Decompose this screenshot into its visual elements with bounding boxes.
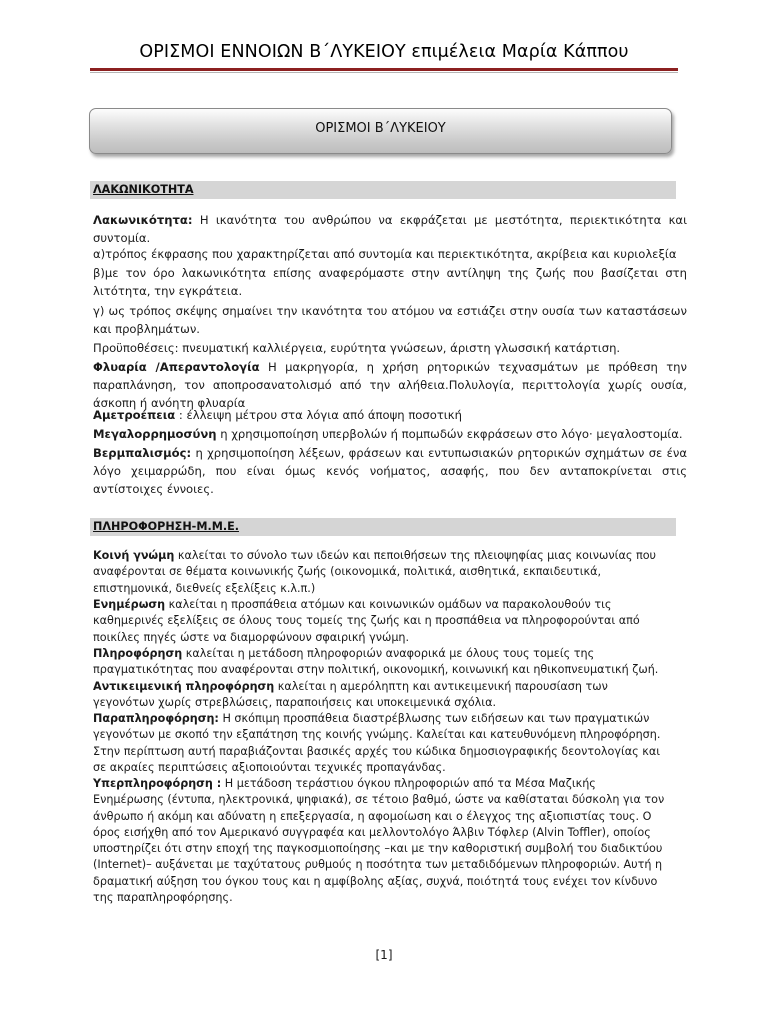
term: Μεγαλορρημοσύνη [93,427,217,441]
paragraph [93,264,687,300]
paragraph [93,548,667,597]
section-heading-pliroforisi [90,518,676,536]
paragraph [93,646,667,679]
section-heading-text: ΛΑΚΩΝΙΚΟΤΗΤΑ [93,183,194,196]
definition: Η ικανότητα του ανθρώπου να εκφράζεται με μεστότητα, περιεκτικότητα και συντομία. [93,213,687,245]
paragraph [93,211,687,247]
term: Πληροφόρηση [93,647,183,660]
definition: : έλλειψη μέτρου στα λόγια από άποψη ποσοτική [175,408,462,422]
term: Λακωνικότητα: [93,213,193,227]
paragraph [93,406,687,424]
definition: γ) ως τρόπος σκέψης σημαίνει την ικανότητα του ατόμου να εστιάζει στην ουσία των καταστάσεων και προβλημάτων. [93,304,687,336]
paragraph [93,245,687,263]
definition: καλείται η αμερόληπτη και αντικειμενική παρουσίαση των γεγονότων χωρίς στρεβλώσεις, παραποιήσεις και υποκειμενικά σχόλια. [93,680,608,710]
paragraph [93,711,667,776]
definition: Προϋποθέσεις: πνευματική καλλιέργεια, ευρύτητα γνώσεων, άριστη γλωσσική κατάρτιση. [93,341,621,355]
term: Υπερπληροφόρηση : [93,777,222,790]
term: Φλυαρία /Απεραντολογία [93,360,260,374]
banner-title: ΟΡΙΣΜΟΙ Β΄ΛΥΚΕΙΟΥ [315,121,446,136]
definition: Η σκόπιμη προσπάθεια διαστρέβλωσης των ειδήσεων και των πραγματικών γεγονότων με σκοπό την εξαπάτηση της κοινής γνώμης. Καλείται και κατευθυνόμενη πληροφόρηση. Στην περίπτωση αυτή παραβιάζονται βασικές αρχές του κώδικα δημοσιογραφικής δεοντολογίας και σε ακραίες περιπτώσεις αξιοποιούνται τεχνικές προπαγάνδας. [93,712,661,774]
page-number: [1] [375,948,393,962]
section-heading-lakonikotita [90,181,676,199]
term: Παραπληροφόρηση: [93,712,219,725]
paragraph [93,339,687,357]
paragraph [93,358,687,412]
running-title: ΟΡΙΣΜΟΙ ΕΝΝΟΙΩΝ Β΄ΛΥΚΕΙΟΥ επιμέλεια Μαρία Κάππου [139,42,629,62]
section-heading-text: ΠΛΗΡΟΦΟΡΗΣΗ-Μ.Μ.Ε. [93,520,239,533]
definition: Η μετάδοση τεράστιου όγκου πληροφοριών από τα Μέσα Μαζικής Ενημέρωσης (έντυπα, ηλεκτρονικά, ψηφιακά), σε τέτοιο βαθμό, ώστε να καθίσταται δύσκολη για τον άνθρωπο ή ακόμη και αδύνατη η επεξεργασία, η αφομοίωση και ο έλεγχος της αξιοπιστίας τους. Ο όρος εισήχθη από τον Αμερικανό συγγραφέα και μελλοντολόγο Άλβιν Τόφλερ (Alvin Toffler), οποίος υποστηρίζει ότι στην εποχή της παγκοσμιοποίησης –και με την καθοριστική συμβολή του διαδικτύου (Internet)– αυξάνεται με ταχύτατους ρυθμούς η ποσότητα των μεταδιδόμενων πληροφοριών. Αυτή η δραματική αύξηση του όγκου τους και η αμφίβολης αξίας, συχνά, ποιότητά τους ενέχει τον κίνδυνο της παραπληροφόρησης. [93,777,665,905]
paragraph [93,597,667,646]
definition: καλείται το σύνολο των ιδεών και πεποιθήσεων της πλειοψηφίας μιας κοινωνίας που αναφέρονται σε θέματα κοινωνικής ζωής (οικονομικά, πολιτικά, αισθητικά, εκπαιδευτικά, επιστημονικά, διεθνείς εξελίξεις κ.λ.π.) [93,549,657,595]
header-rule-shadow [90,72,678,73]
paragraph [93,302,687,338]
paragraph [93,444,687,498]
term: Κοινή γνώμη [93,549,175,562]
paragraph [93,679,667,712]
definition: α)τρόπος έκφρασης που χαρακτηρίζεται από συντομία και περιεκτικότητα, ακρίβεια και κυριολεξία [93,247,677,261]
term: Αντικειμενική πληροφόρηση [93,680,275,693]
definition: καλείται η προσπάθεια ατόμων και κοινωνικών ομάδων να παρακολουθούν τις καθημερινές εξελίξεις σε όλους τους τομείς της ζωής και η προσπάθεια να πληροφορούνται από ποικίλες πηγές ώστε να διαμορφώνουν σφαιρική γνώμη. [93,598,640,644]
definition: η χρησιμοποίηση λέξεων, φράσεων και εντυπωσιακών ρητορικών σχημάτων σε ένα λόγο χειμαρρώδη, που είναι όμως κενός νοήματος, ασαφής, που δεν ανταποκρίνεται στις αντίστοιχες έννοιες. [93,446,687,496]
term: Βερμπαλισμός: [93,446,192,460]
term: Ενημέρωση [93,598,166,611]
paragraph [93,776,667,906]
header-rule [90,68,678,71]
title-banner [89,108,672,154]
paragraph [93,425,687,443]
definition: Η μακρηγορία, η χρήση ρητορικών τεχνασμάτων με πρόθεση την παραπλάνηση, τον αποπροσανατολισμό από την αλήθεια.Πολυλογία, περιττολογία χωρίς ουσία, άσκοπη ή ανόητη φλυαρία [93,360,688,410]
definition: β)με τον όρο λακωνικότητα επίσης αναφερόμαστε στην αντίληψη της ζωής που βασίζεται στη λιτότητα, την εγκράτεια. [93,266,687,298]
definition: η χρησιμοποίηση υπερβολών ή πομπωδών εκφράσεων στο λόγο· μεγαλοστομία. [216,427,683,441]
definition: καλείται η μετάδοση πληροφοριών αναφορικά με όλους τους τομείς της πραγματικότητας που αναφέρονται στην πολιτική, οικονομική, κοινωνική και ηθικοπνευματική ζωή. [93,647,659,677]
term: Αμετροέπεια [93,408,176,422]
